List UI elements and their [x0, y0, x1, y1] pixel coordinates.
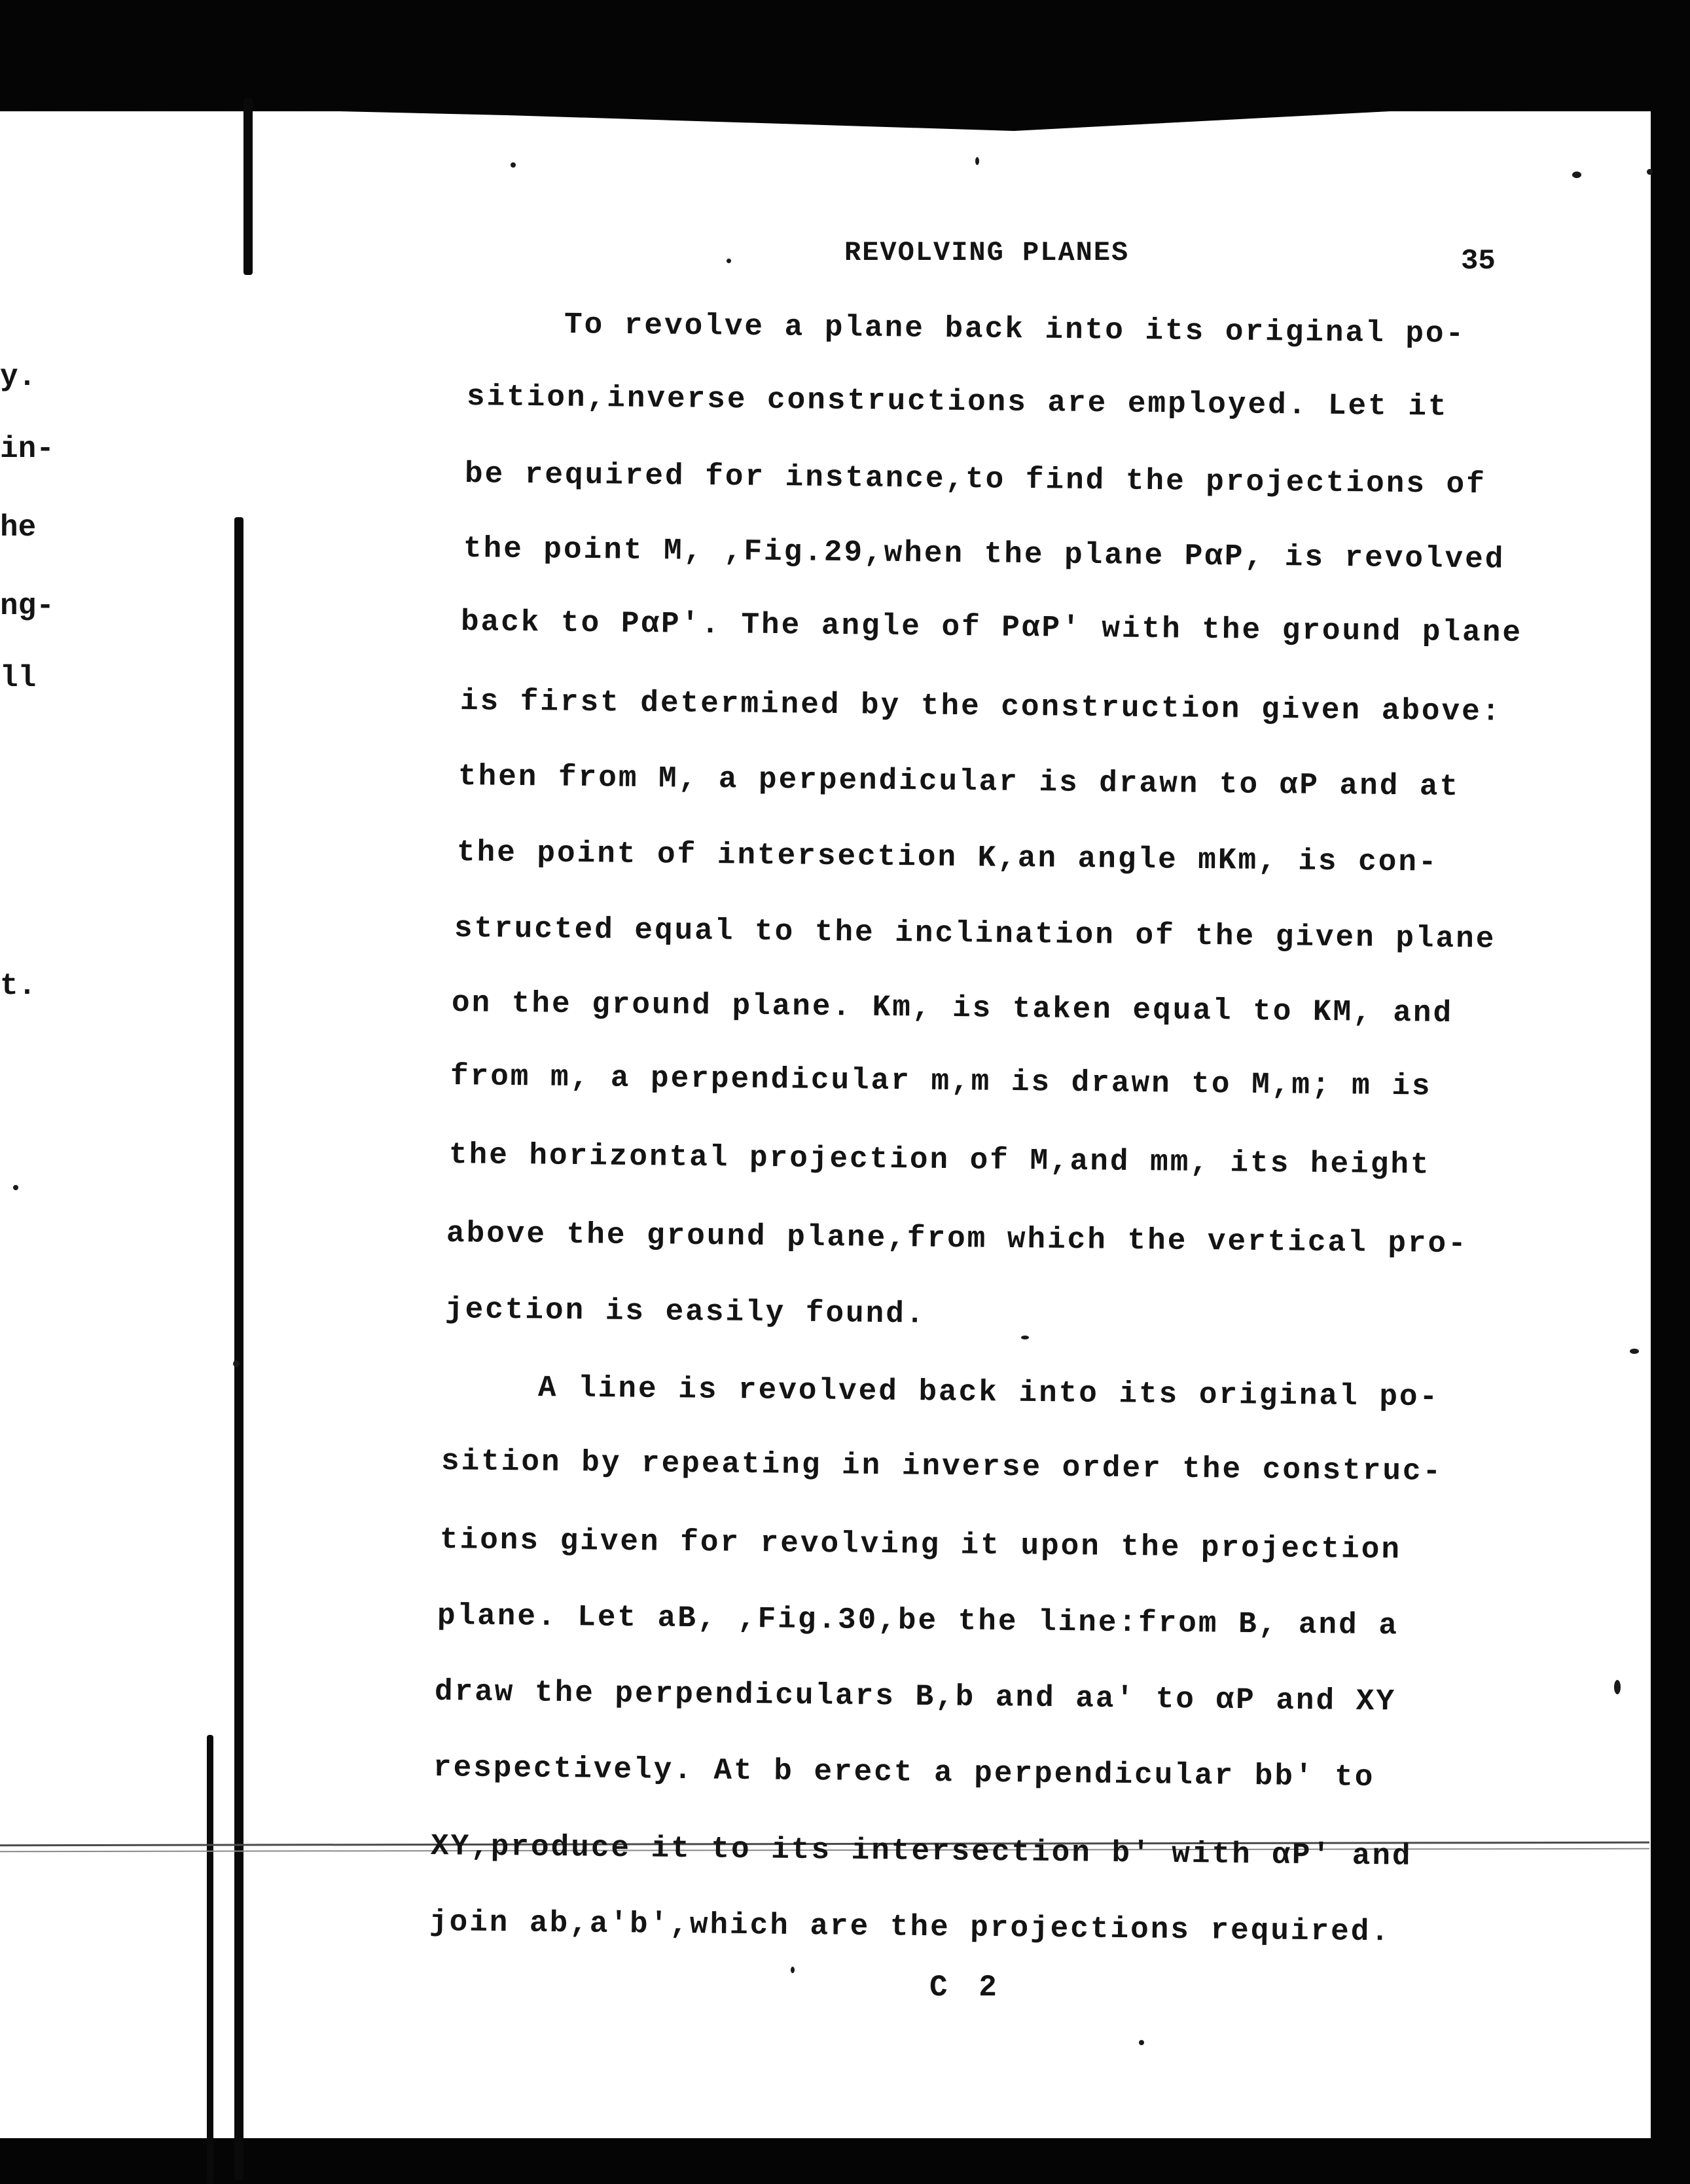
- text-line: on the ground plane. Km, is taken equal to KM, and: [451, 986, 1454, 1031]
- left-page-text: y.: [0, 360, 37, 394]
- text-line: A line is revolved back into its original po-: [537, 1371, 1440, 1415]
- scan-speck: [1021, 1336, 1029, 1339]
- scan-speck: [511, 162, 516, 168]
- left-page-text: he: [0, 511, 37, 545]
- binding-gutter-line: [243, 98, 253, 275]
- text-line: plane. Let aB, ,Fig.30,be the line:from B, and a: [437, 1599, 1399, 1643]
- text-line: back to PαP'. The angle of PαP' with the ground plane: [460, 605, 1523, 650]
- left-page-text: t.: [0, 969, 37, 1003]
- left-page-text: ng-: [0, 589, 54, 623]
- text-line: structed equal to the inclination of the given plane: [454, 911, 1496, 956]
- scan-top-edge: [0, 72, 1690, 151]
- scan-bottom-border: [0, 2138, 1690, 2184]
- text-line: from m, a perpendicular m,m is drawn to M,m; m is: [450, 1059, 1432, 1104]
- scan-speck: [727, 259, 731, 263]
- text-line: join ab,a'b',which are the projections required.: [429, 1905, 1392, 1950]
- scan-speck: [1647, 169, 1653, 175]
- text-line: jection is easily found.: [444, 1292, 926, 1332]
- running-header: REVOLVING PLANES: [844, 237, 1130, 268]
- text-line: above the ground plane,from which the vertical pro-: [446, 1216, 1469, 1262]
- text-line: tions given for revolving it upon the projection: [439, 1523, 1402, 1567]
- scan-speck: [1139, 2040, 1144, 2045]
- text-line: To revolve a plane back into its original po-: [564, 308, 1466, 352]
- scan-speck: [1630, 1349, 1639, 1354]
- text-line: the horizontal projection of M,and mm, its height: [448, 1138, 1431, 1182]
- scan-speck: [13, 1185, 18, 1190]
- left-page-text: in-: [0, 432, 54, 466]
- text-line: be required for instance,to find the projections of: [464, 457, 1487, 502]
- text-line: respectively. At b erect a perpendicular bb' to: [433, 1751, 1375, 1795]
- text-line: XY,produce it to its intersection b' with αP' and: [430, 1829, 1412, 1874]
- scan-speck: [1572, 172, 1581, 178]
- text-line: draw the perpendiculars B,b and aa' to αP and XY: [434, 1675, 1397, 1719]
- scan-speck: [1614, 1680, 1621, 1694]
- scan-speck: [791, 1967, 795, 1973]
- scan-speck: [233, 1360, 240, 1367]
- text-line: then from M, a perpendicular is drawn to αP and at: [458, 759, 1460, 805]
- binding-gutter-line: [207, 1735, 213, 2184]
- scan-speck: [975, 157, 979, 165]
- page-number: 35: [1461, 245, 1496, 278]
- text-line: sition by repeating in inverse order the construc-: [440, 1444, 1443, 1489]
- text-line: is first determined by the construction given above:: [459, 684, 1502, 729]
- text-line: the point M, ,Fig.29,when the plane PαP, is revolved: [463, 532, 1505, 577]
- binding-gutter-line: [234, 517, 243, 2180]
- signature-mark: C 2: [929, 1971, 1003, 2005]
- text-line: sition,inverse constructions are employed. Let it: [466, 380, 1448, 424]
- scan-right-border: [1651, 0, 1690, 2184]
- left-page-text: ll: [0, 661, 37, 695]
- text-line: the point of intersection K,an angle mKm, is con-: [456, 835, 1439, 880]
